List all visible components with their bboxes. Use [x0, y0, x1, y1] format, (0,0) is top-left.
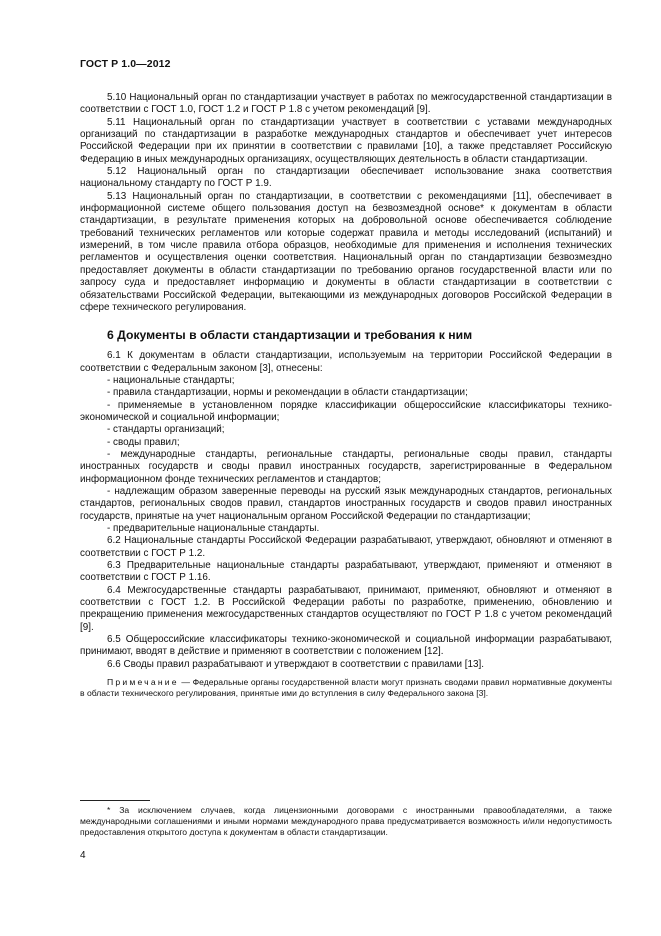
list-item: - национальные стандарты; [107, 374, 235, 386]
list-item: - международные стандарты, региональные стандарты, региональные своды правил, стандарты иностранных государств и своды правил иностранных государств, зарегистрированные в Федеральном информационном фонде технических регламентов и стандартов; [80, 448, 612, 485]
paragraph-6-1: 6.1 К документам в области стандартизации, используемым на территории Российской Федерации в соответствии с Федеральным законом [3], отнесены: [80, 350, 612, 374]
paragraph-5-10: 5.10 Национальный орган по стандартизации участвует в работах по межгосударственной стандартизации в соответствии с ГОСТ 1.0, ГОСТ 1.2 и ГОСТ Р 1.8 с учетом рекомендаций [9]. [80, 92, 612, 116]
note-label: Примечание [107, 677, 179, 688]
paragraph-5-11: 5.11 Национальный орган по стандартизации участвует в соответствии с уставами международных организаций по стандартизации в разработке международных стандартов и обеспечивает учет интересов Российской Федерации при их принятии в соответствии с правилами [10], а также представляет Российскую Федерацию в иных международных организациях, осуществляющих деятельность в области стандартизации. [80, 116, 612, 165]
list-item: - применяемые в установленном порядке классификации общероссийские классификаторы технико-экономической и социальной информации; [80, 399, 612, 423]
paragraph-6-3: 6.3 Предварительные национальные стандарты разрабатывают, утверждают, применяют и отменяют в соответствии с ГОСТ Р 1.16. [80, 560, 612, 584]
list-item: - предварительные национальные стандарты. [107, 523, 320, 534]
section-6-heading: 6 Документы в области стандартизации и требования к ним [107, 328, 473, 343]
main-content [80, 92, 612, 700]
list-item: - стандарты организаций; [107, 424, 225, 436]
list-item: - надлежащим образом заверенные переводы на русский язык международных стандартов, региональных стандартов, региональных сводов правил, стандартов иностранных государств и сводов правил иностранных государств, принятые на учет национальным органом Российской Федерации по стандартизации; [80, 485, 612, 522]
paragraph-5-13: 5.13 Национальный орган по стандартизации, в соответствии с рекомендациями [11], обеспечивает в информационной системе общего пользования доступ на безвозмездной основе* к документам в области стандартизации, в результате применения которых на добровольной основе обеспечивается соблюдение требований технических регламентов или которые содержат правила и методы исследований (испытаний) и измерений, в том числе правила отбора образцов, необходимые для применения и исполнения технических регламентов и осуществления оценки соответствия. Национальный орган по стандартизации безвозмездно предоставляет документы в области стандартизации по требованию органов государственной власти или по запросу суда и предоставляет информацию и документы в области стандартизации в соответствии с обязательствами Российской Федерации, вытекающими из международных договоров Российской Федерации в сфере технического регулирования. [80, 190, 612, 313]
paragraph-6-4: 6.4 Межгосударственные стандарты разрабатывают, принимают, применяют, обновляют и отменяют в соответствии с ГОСТ 1.2. В Российской Федерации работы по разработке, применению, обновлению и прекращению применения межгосударственных стандартов осуществляют по ГОСТ Р 1.8 с учетом рекомендаций [9]. [80, 584, 612, 633]
paragraph-6-2: 6.2 Национальные стандарты Российской Федерации разрабатывают, утверждают, обновляют и отменяют в соответствии с ГОСТ Р 1.2. [80, 535, 612, 559]
document-header: ГОСТ Р 1.0—2012 [80, 58, 171, 70]
paragraph-6-6: 6.6 Своды правил разрабатывают и утверждают в соответствии с правилами [13]. [107, 658, 484, 670]
note-text: — Федеральные органы государственной власти могут признать сводами правил нормативные документы в области технического регулирования, принятые ими до вступления в силу Федерального закона [3]. [80, 677, 612, 699]
list-item: - своды правил; [107, 436, 180, 448]
page-number: 4 [80, 850, 86, 861]
paragraph-5-12: 5.12 Национальный орган по стандартизации обеспечивает использование знака соответствия национальному стандарту по ГОСТ Р 1.9. [80, 166, 612, 190]
footnote-divider [80, 800, 150, 801]
list-item: - правила стандартизации, нормы и рекомендации в области стандартизации; [107, 387, 468, 399]
paragraph-6-5: 6.5 Общероссийские классификаторы технико-экономической и социальной информации разрабатывают, принимают, вводят в действие и применяют в соответствии с положением [12]. [80, 634, 612, 658]
note [80, 677, 612, 699]
footnote: * За исключением случаев, когда лицензионными договорами с иностранными правообладателями, а также международными соглашениями и иными нормами международного права предусматривается возможность и/или недопустимость предоставления открытого доступа к документам в области стандартизации. [80, 805, 612, 838]
